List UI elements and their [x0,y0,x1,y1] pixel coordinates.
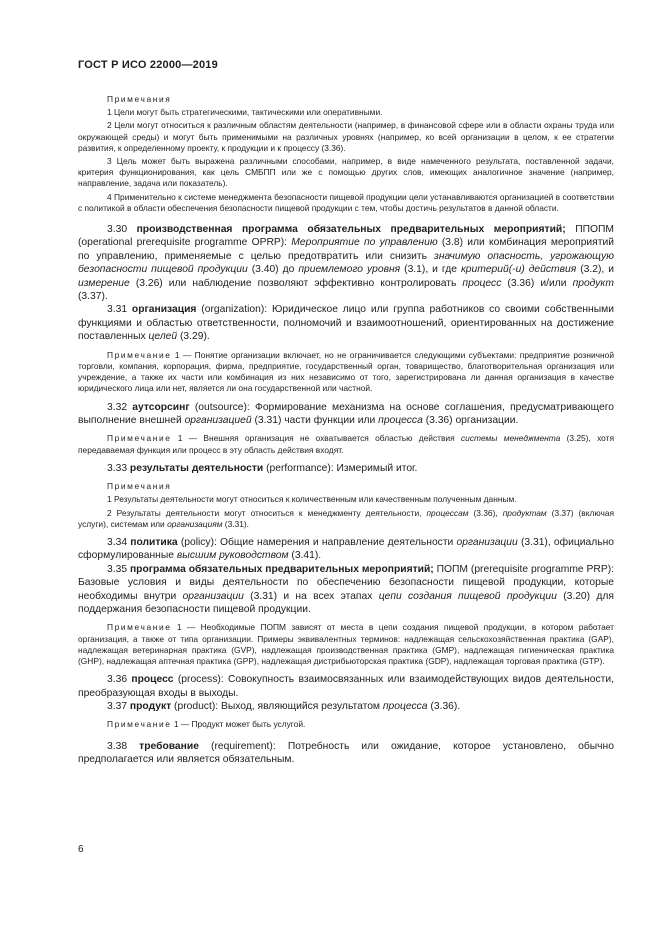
term-title: требование [139,740,199,752]
note-3: 3 Цель может быть выражена различными способами, например, в виде намеченного результата, поставленной задачи, критерия функционирования, как цель СМБПП или же с помощью других слов, имеющих аналогичное значение (например, направление, задача или показатель). [78,156,614,189]
term-number: 3.38 [107,740,128,752]
term-title: аутсорсинг [132,401,190,413]
term-3-37: 3.37 продукт (product): Выход, являющийся результатом процесса (3.36). [107,701,461,712]
term-3-35: 3.35 программа обязательных предварительных мероприятий; ПОПМ (prerequisite programme PRP): Базовые условия и виды деятельности по обеспечению безопасности пищевой продукции, которые необходимы внутри организации (3.31) и на всех этапах цепи создания пищевой продукции (3.20) для поддержания безопасности пищевой продукции. [78,563,614,615]
term-number: 3.33 [107,462,128,474]
note-1: 1 Цели могут быть стратегическими, тактическими или оперативными. [107,107,383,118]
term-number: 3.35 [107,563,128,575]
term-number: 3.32 [107,401,128,413]
notes-heading: Примечания [107,94,172,104]
term-3-34: 3.34 политика (policy): Общие намерения и направление деятельности организации (3.31), официально сформулированные высшим руководством (3.41). [78,536,614,562]
term-number: 3.30 [107,224,128,236]
term-3-32: 3.32 аутсорсинг (outsource): Формирование механизма на основе соглашения, предусматривающего выполнение внешней организацией (3.31) части функции или процесса (3.36) организации. [78,401,614,426]
term-title: политика [130,536,178,548]
term-number: 3.31 [107,304,128,316]
note-4: 4 Применительно к системе менеджмента безопасности пищевой продукции цели устанавливаются организацией в соответствии с политикой в области обеспечения безопасности пищевой продукции с тем, чтобы достичь результатов в данной области. [78,191,614,213]
term-title: организация [131,304,197,316]
note-3-32: Примечание 1 — Внешняя организация не охватывается областью действия системы менеджмента (3.25), хотя передаваемая функция или процесс в эту область действия входят. [78,433,615,455]
note-2: 2 Цели могут относиться к различным областям деятельности (например, в финансовой сфере или в области охраны труда или окружающей среды) и могут быть применимыми на различных уровнях (например, ко всей организации в целом, к ее стратегии развития, к определенному проекту, к продукции и к процессу (3.36). [78,120,614,153]
term-3-31: 3.31 организация (organization): Юридическое лицо или группа работников со своими собственными функциями и областью ответственности, полномочий и взаимоотношений, ориентированных на достижение поставленных целей (3.29). [78,304,614,343]
page-body [78,94,614,766]
term-number: 3.36 [107,674,128,686]
page-number: 6 [78,844,84,855]
note-3-33-2: 2 Результаты деятельности могут относиться к менеджменту деятельности, процессам (3.36), продуктам (3.37) (включая услуги), системам или организациям (3.31). [78,507,615,529]
term-title: процесс [131,674,174,686]
note-3-37: Примечание 1 — Продукт может быть услугой. [107,719,306,730]
term-number: 3.37 [107,701,128,712]
document-header: ГОСТ Р ИСО 22000—2019 [78,59,218,71]
term-3-30: 3.30 производственная программа обязательных предварительных мероприятий; ППОПМ (operational prerequisite programme OPRP): Мероприятие по управлению (3.8) или комбинация мероприятий по управлению, применяемые с целью предотвратить или снизить значимую опасность, угрожающую безопасности пищевой продукции (3.40) до приемлемого уровня (3.1), и где критерий(-и) действия (3.2), и измерение (3.26) или наблюдение позволяют эффективно контролировать процесс (3.36) и/или продукт (3.37). [78,224,614,303]
note-3-35: Примечание 1 — Необходимые ПОПМ зависят от места в цепи создания пищевой продукции, в котором работает организация, а также от типа организации. Примеры эквивалентных терминов: надлежащая сельскохозяйственная практика (GAP), надлежащая ветеринарная практика (GVP), надлежащая производственная практика (GMP), надлежащая гигиеническая практика (GHP), надлежащая аптечная практика (GPP), надлежащая дистрибьюторская практика (GDP), надлежащая торговая практика (GTP). [78,622,614,666]
term-title: программа обязательных предварительных мероприятий; [129,563,434,575]
term-number: 3.34 [107,536,128,548]
term-3-33: 3.33 результаты деятельности (performance): Измеримый итог. [107,462,418,474]
term-3-38: 3.38 требование (requirement): Потребность или ожидание, которое установлено, обычно предполагается или является обязательным. [78,740,614,766]
note-3-33-1: 1 Результаты деятельности могут относиться к количественным или качественным полученным данным. [107,494,517,505]
notes-heading-3-33: Примечания [107,481,172,492]
note-3-31: Примечание 1 — Понятие организации включает, но не ограничивается следующими субъектами: предприятие розничной торговли, компания, корпорация, фирма, предприятие, государственный орган, товарищество, благотворительная организация или учреждение, а также их части или комбинация из них независимо от того, зарегистрирована ли данная организация в качестве юридического лица или нет, является ли она государственной или частной. [78,349,615,394]
term-title: продукт [129,701,172,712]
term-3-36: 3.36 процесс (process): Совокупность взаимосвязанных или взаимодействующих видов деятельности, преобразующая входы в выходы. [78,674,614,699]
term-title: результаты деятельности [129,462,264,474]
term-title: производственная программа обязательных предварительных мероприятий; [136,224,566,236]
